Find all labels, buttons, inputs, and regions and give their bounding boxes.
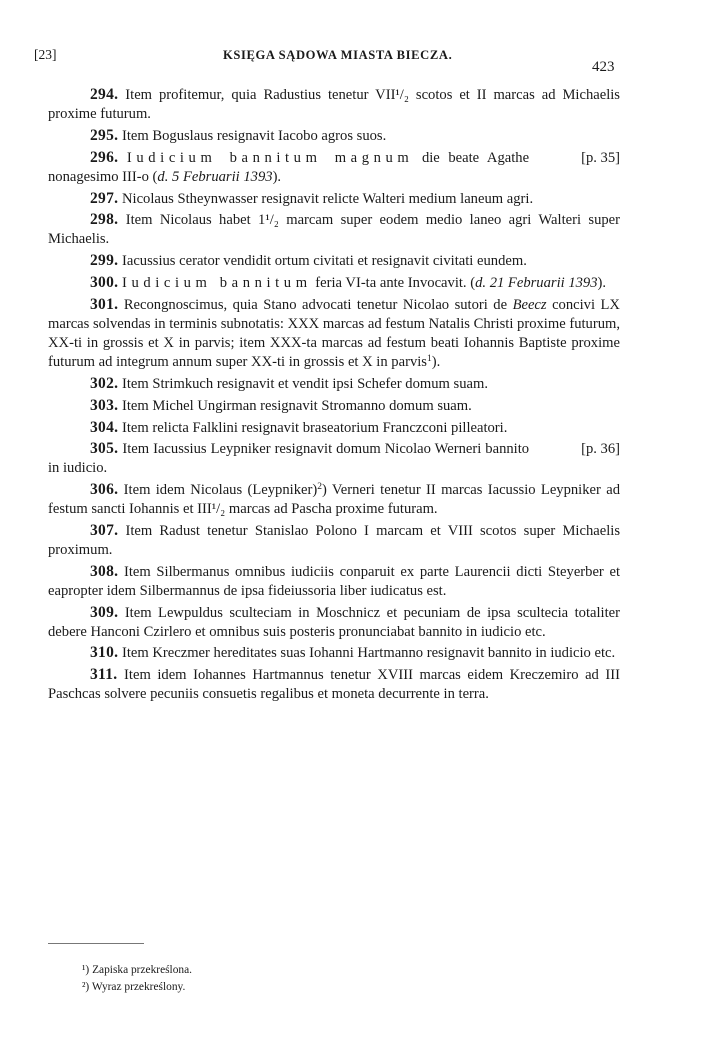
- footnote-ref[interactable]: 1: [426, 353, 432, 364]
- entry-299: [48, 252, 620, 271]
- entry-308: [48, 563, 620, 601]
- entry-number: 301.: [90, 296, 119, 314]
- entry-303: [48, 397, 620, 416]
- entry-294: [48, 86, 620, 124]
- footnote-text: Zapiska przekreślona.: [92, 964, 193, 976]
- entry-296: [48, 149, 620, 187]
- footnotes: [82, 962, 192, 996]
- page-reference: [p. 36]: [581, 441, 620, 458]
- entry-number: 295.: [90, 126, 119, 144]
- entry-number: 298.: [90, 211, 119, 229]
- page-number: 423: [592, 59, 615, 75]
- entry-text: Item Silbermanus omnibus iudiciis conparuit ex parte Laurencii dicti Steyerber et eapropter idem Silbermannus de ipsa fideiussoria liber iudicatus est.: [48, 563, 620, 599]
- entry-text-cont: ) Verneri tenetur II marcas Iacussio Leypniker ad festum sancti Iohannis et III¹/₂ marcas ad Pascha proxime futuram.: [48, 482, 620, 518]
- running-title: KSIĘGA SĄDOWA MIASTA BIECZA.: [223, 48, 453, 62]
- footnote-1: [82, 962, 192, 979]
- entry-number: 304.: [90, 418, 119, 436]
- footnote-mark: ²): [82, 981, 90, 993]
- spaced-heading: Iudicium bannitum: [121, 275, 312, 292]
- entry-text: Item Strimkuch resignavit et vendit ipsi Schefer domum suam.: [121, 375, 488, 392]
- entry-text: Item idem Iohannes Hartmannus tenetur XVIII marcas eidem Kreczemiro ad III Paschcas solvere pecuniis consuetis regalibus et moneta decurrente in terra.: [48, 667, 620, 703]
- footnote-2: [82, 979, 192, 996]
- entry-number: 296.: [90, 148, 119, 166]
- entry-text-cont: concivi LX marcas solvendas in terminis subnotatis: XXX marcas ad festum Natalis Christi proxime futurum, XX-ti in grossis et X in parvis; item XXX-ta marcas ad festum beati Iohannis Baptiste proxime futurum ad integrum annum super XX-ti in grossis et X in parvis: [48, 297, 620, 370]
- spaced-heading: Iudicium bannitum magnum: [126, 149, 414, 166]
- entry-number: 303.: [90, 396, 119, 414]
- entry-text: Item Radust tenetur Stanislao Polono I marcam et VIII scotos super Michaelis proximum.: [48, 523, 621, 558]
- entry-305: [48, 440, 620, 478]
- entry-number: 309.: [90, 603, 119, 621]
- entry-text: Item Iacussius Leypniker resignavit domum Nicolao Werneri bannito in iudicio.: [48, 441, 530, 477]
- entry-text: Item Nicolaus habet 1¹/₂ marcam super eodem medio laneo agri Walteri super Michaelis.: [48, 212, 620, 248]
- entry-306: [48, 481, 620, 519]
- entry-text: Item Boguslaus resignavit Iacobo agros suos.: [121, 127, 387, 144]
- entry-number: 299.: [90, 252, 119, 270]
- footnote-mark: ¹): [82, 964, 90, 976]
- footnote-ref[interactable]: 2: [317, 482, 322, 493]
- running-header: [0, 46, 720, 75]
- entry-tail: ).: [431, 353, 441, 370]
- entry-tail: ).: [272, 168, 282, 185]
- entry-number: 311.: [90, 666, 118, 684]
- page-body: [48, 86, 620, 707]
- entry-text: Item idem Nicolaus (Leypniker): [123, 482, 318, 499]
- entry-number: 308.: [90, 562, 119, 580]
- entry-text: Item relicta Falklini resignavit braseatorium Franczconi pilleatori.: [121, 419, 508, 436]
- entry-295: [48, 127, 620, 146]
- entry-number: 307.: [90, 522, 119, 540]
- section-marker: [23]: [34, 47, 57, 62]
- entry-300: [48, 274, 620, 293]
- entry-302: [48, 375, 620, 394]
- entry-309: [48, 604, 620, 642]
- date-note: d. 5 Februarii 1393: [157, 168, 273, 185]
- entry-text: Iacussius cerator vendidit ortum civitati et resignavit civitati eundem.: [121, 253, 527, 270]
- entry-298: [48, 211, 620, 249]
- entry-311: [48, 666, 620, 704]
- entry-304: [48, 419, 620, 438]
- page-reference: [p. 35]: [581, 149, 620, 166]
- date-note: d. 21 Februarii 1393: [475, 275, 598, 292]
- entry-text: die beate Agathe nonagesimo III-o (: [48, 149, 530, 185]
- entry-number: 305.: [90, 440, 119, 458]
- entry-text: Item Michel Ungirman resignavit Stromanno domum suam.: [121, 397, 472, 414]
- entry-301: [48, 296, 620, 372]
- footnote-divider: [48, 943, 144, 944]
- place-name: Beecz: [512, 297, 547, 314]
- entry-text: feria VI-ta ante Invocavit. (: [311, 275, 476, 292]
- entry-text: Nicolaus Stheynwasser resignavit relicte Walteri medium laneum agri.: [121, 190, 534, 207]
- entry-310: [48, 644, 620, 663]
- entry-text: Item Lewpuldus sculteciam in Moschnicz et pecuniam de ipsa scultecia totaliter debere Hanconi Czirlero et omnibus suis posteris pronunciabat bannito in iudicio etc.: [48, 604, 620, 640]
- entry-number: 300.: [90, 274, 119, 292]
- entry-307: [48, 522, 620, 560]
- entry-number: 297.: [90, 189, 119, 207]
- entry-297: [48, 190, 620, 209]
- entry-text: Item profitemur, quia Radustius tenetur VII¹/₂ scotos et II marcas ad Michaelis proxime futurum.: [48, 87, 620, 122]
- entry-text: Item Kreczmer hereditates suas Iohanni Hartmanno resignavit bannito in iudicio etc.: [121, 645, 616, 662]
- entry-number: 302.: [90, 374, 119, 392]
- entry-number: 306.: [90, 481, 119, 499]
- entry-number: 294.: [90, 86, 119, 103]
- entry-number: 310.: [90, 644, 119, 662]
- entry-text: Recongnoscimus, quia Stano advocati tenetur Nicolao sutori de: [123, 297, 513, 314]
- footnote-text: Wyraz przekreślony.: [91, 981, 186, 993]
- entry-tail: ).: [597, 275, 607, 292]
